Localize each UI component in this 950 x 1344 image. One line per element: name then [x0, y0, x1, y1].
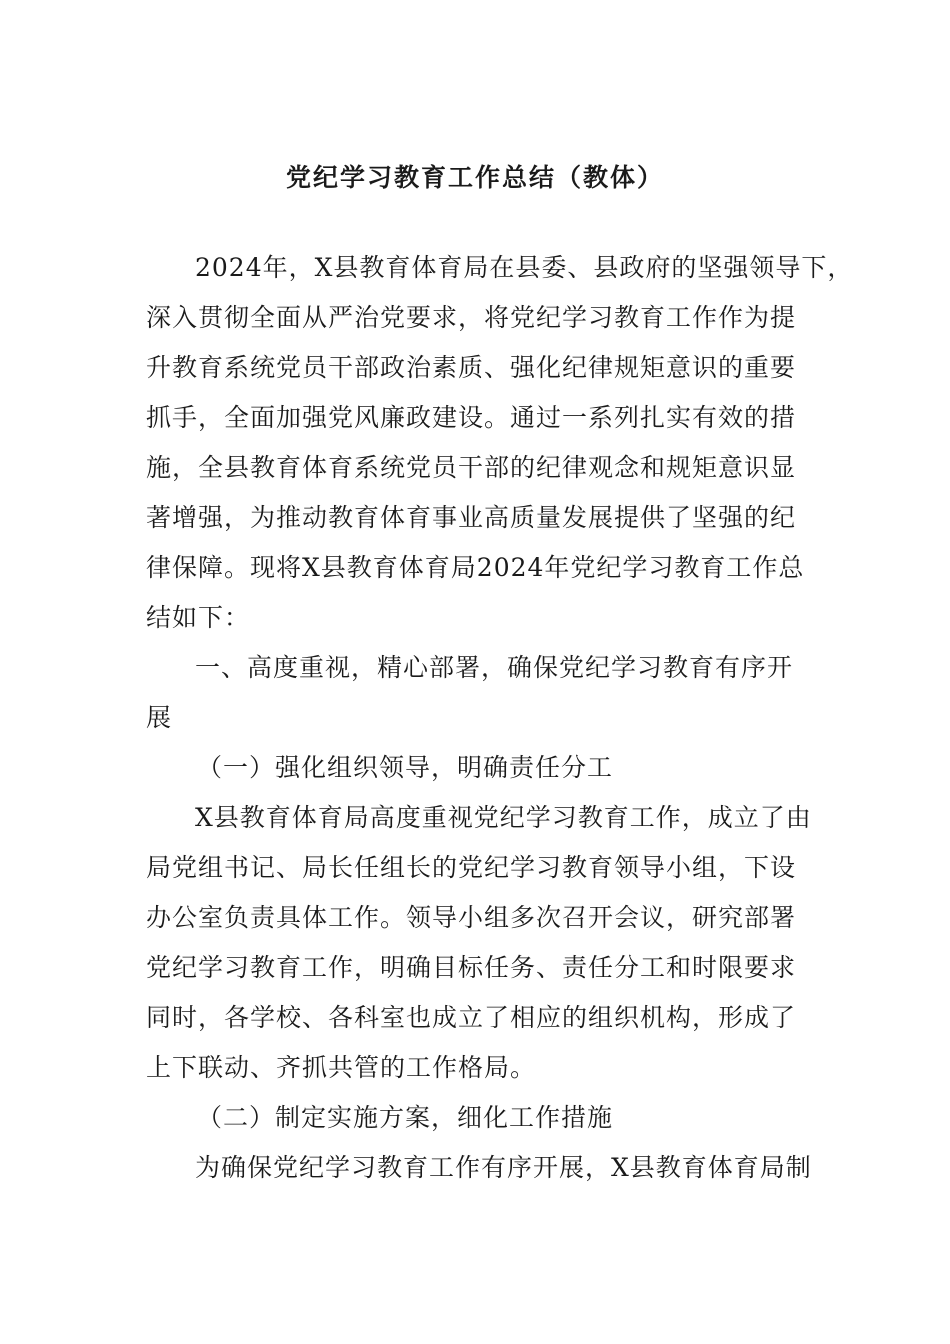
- section-heading-line: 展: [146, 703, 173, 732]
- paragraph-line: 升教育系统党员干部政治素质、强化纪律规矩意识的重要: [146, 353, 797, 382]
- paragraph-line: 结如下：: [146, 603, 251, 632]
- paragraph-line: 著增强，为推动教育体育事业高质量发展提供了坚强的纪: [146, 503, 797, 532]
- subsection-heading: （一）强化组织领导，明确责任分工: [197, 753, 614, 782]
- paragraph-line: 上下联动、齐抓共管的工作格局。: [146, 1053, 537, 1082]
- document-title: 党纪学习教育工作总结（教体）: [285, 163, 664, 192]
- paragraph-line: 办公室负责具体工作。领导小组多次召开会议，研究部署: [146, 903, 797, 932]
- paragraph-line: 为确保党纪学习教育工作有序开展，X县教育体育局制: [195, 1153, 812, 1182]
- paragraph-line: 抓手，全面加强党风廉政建设。通过一系列扎实有效的措: [146, 403, 797, 432]
- subsection-heading: （二）制定实施方案，细化工作措施: [197, 1103, 614, 1132]
- paragraph-line: 深入贯彻全面从严治党要求，将党纪学习教育工作作为提: [146, 303, 797, 332]
- paragraph-line: 局党组书记、局长任组长的党纪学习教育领导小组，下设: [146, 853, 797, 882]
- section-heading-line: 一、高度重视，精心部署，确保党纪学习教育有序开: [195, 653, 794, 682]
- paragraph-line: X县教育体育局高度重视党纪学习教育工作，成立了由: [195, 803, 812, 832]
- paragraph-line: 施，全县教育体育系统党员干部的纪律观念和规矩意识显: [146, 453, 797, 482]
- paragraph-line: 律保障。现将X县教育体育局2024年党纪学习教育工作总: [146, 553, 805, 582]
- paragraph-line: 同时，各学校、各科室也成立了相应的组织机构，形成了: [146, 1003, 797, 1032]
- paragraph-line: 2024年，X县教育体育局在县委、县政府的坚强领导下，: [195, 253, 854, 282]
- paragraph-line: 党纪学习教育工作，明确目标任务、责任分工和时限要求: [146, 953, 797, 982]
